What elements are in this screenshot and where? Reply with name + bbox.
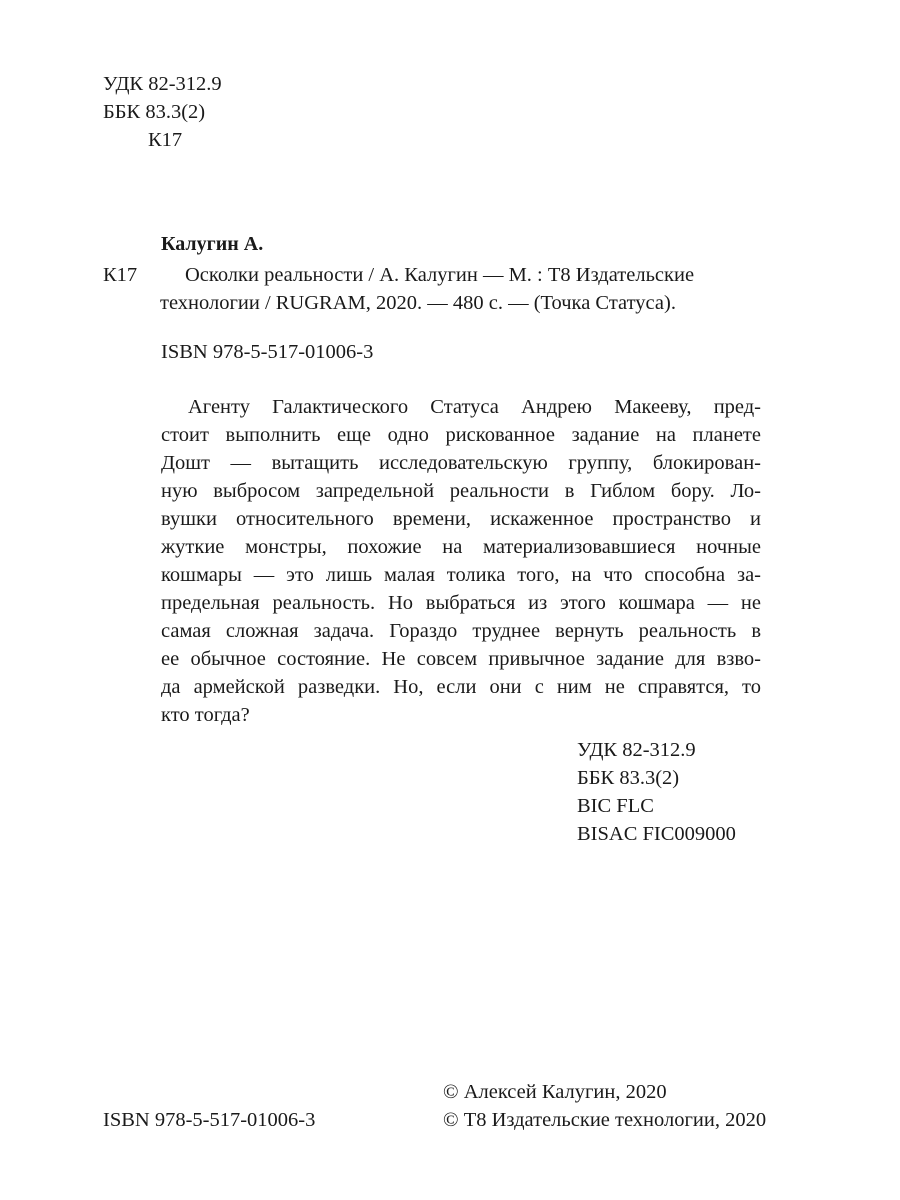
copyright-block [443, 1078, 766, 1134]
annotation-text [161, 393, 761, 729]
annotation-line: стоит выполнить еще одно рискованное задание на планете [161, 424, 761, 446]
cutter-code: К17 [148, 129, 183, 151]
annotation-line: кто тогда? [161, 704, 250, 726]
annotation-line: Агенту Галактического Статуса Андрею Макееву, пред- [188, 396, 761, 418]
annotation-line: предельная реальность. Но выбраться из этого кошмара — не [161, 592, 761, 614]
annotation-line: жуткие монстры, похожие на материализовавшиеся ночные [161, 536, 761, 558]
annotation-line: ее обычное состояние. Не совсем привычное задание для взво- [161, 648, 761, 670]
biblio-line-2: технологии / RUGRAM, 2020. — 480 с. — (Точка Статуса). [160, 292, 676, 314]
bisac-code: BISAC FIC009000 [577, 823, 736, 845]
annotation-line: самая сложная задача. Гораздо труднее вернуть реальность в [161, 620, 761, 642]
bic-code: BIC FLC [577, 795, 654, 817]
classification-codes-right [577, 736, 736, 848]
annotation-line: да армейской разведки. Но, если они с ним не справятся, то [161, 676, 761, 698]
annotation-line: кошмары — это лишь малая толика того, на что способна за- [161, 564, 761, 586]
isbn-footer: ISBN 978-5-517-01006-3 [103, 1109, 316, 1131]
annotation-line: ную выбросом запредельной реальности в Гиблом бору. Ло- [161, 480, 761, 502]
udk-code: УДК 82-312.9 [577, 739, 696, 761]
bbk-code: ББК 83.3(2) [577, 767, 680, 789]
record-cutter-code: К17 [103, 264, 138, 286]
biblio-line-1: Осколки реальности / А. Калугин — М. : Т8 Издательские [185, 264, 695, 286]
classification-codes-top [103, 70, 222, 154]
bibliographic-description [160, 261, 760, 317]
annotation-line: вушки относительного времени, искаженное пространство и [161, 508, 761, 530]
author-name: Калугин А. [161, 233, 264, 255]
udk-code: УДК 82-312.9 [103, 73, 222, 95]
copyright-author: © Алексей Калугин, 2020 [443, 1081, 667, 1103]
isbn-record: ISBN 978-5-517-01006-3 [161, 341, 374, 363]
annotation-line: Дошт — вытащить исследовательскую группу, блокирован- [161, 452, 761, 474]
bbk-code: ББК 83.3(2) [103, 101, 206, 123]
copyright-publisher: © Т8 Издательские технологии, 2020 [443, 1109, 767, 1131]
